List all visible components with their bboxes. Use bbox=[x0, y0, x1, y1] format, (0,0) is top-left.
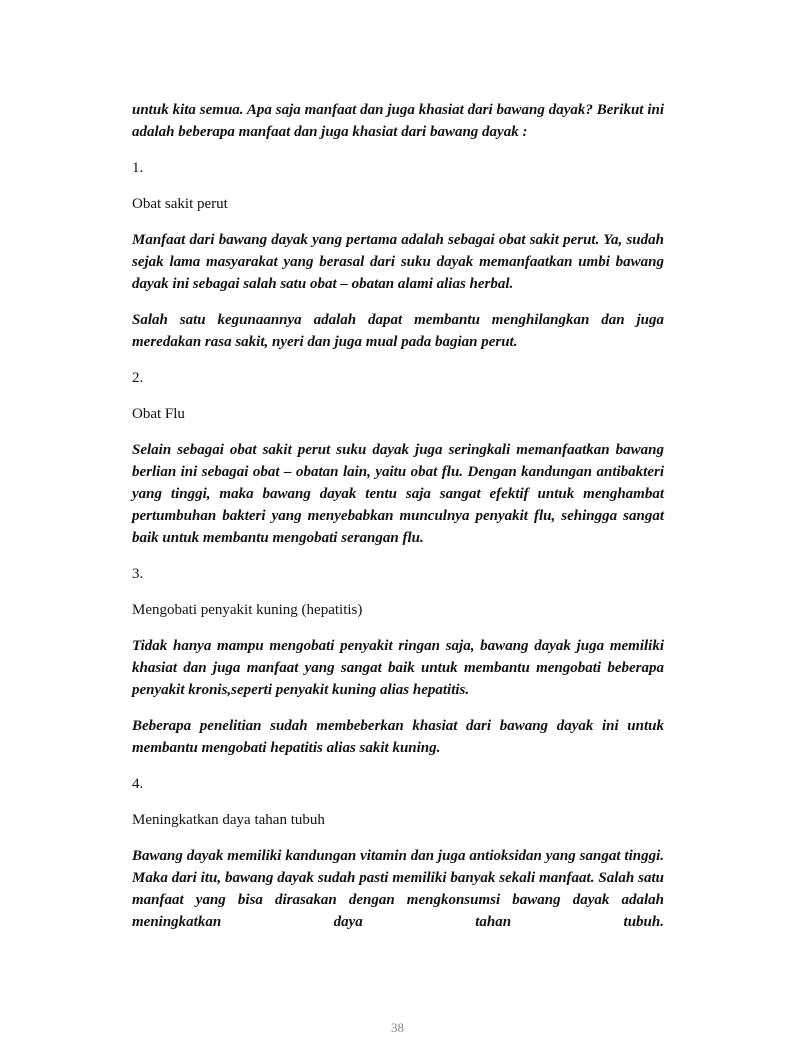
section-1-number: 1. bbox=[132, 160, 144, 176]
document-page bbox=[132, 99, 664, 933]
section-3-number: 3. bbox=[132, 566, 144, 582]
section-2-paragraph-1: Selain sebagai obat sakit perut suku dayak juga seringkali memanfaatkan bawang berlian ini sebagai obat – obatan lain, yaitu obat flu. Dengan kandungan antibakteri yang tinggi, maka bawang dayak tentu saja sangat efektif untuk menghambat pertumbuhan bakteri yang menyebabkan munculnya penyakit flu, sehingga sangat baik untuk membantu mengobati serangan flu. bbox=[132, 442, 664, 546]
section-4-paragraph-1: Bawang dayak memiliki kandungan vitamin dan juga antioksidan yang sangat tinggi. Maka dari itu, bawang dayak sudah pasti memiliki banyak sekali manfaat. Salah satu manfaat yang bisa dirasakan dengan mengkonsumsi bawang dayak adalah meningkatkan daya tahan tubuh. bbox=[132, 848, 664, 930]
section-3-title: Mengobati penyakit kuning (hepatitis) bbox=[132, 602, 363, 618]
section-1-title: Obat sakit perut bbox=[132, 196, 228, 212]
section-3-paragraph-2: Beberapa penelitian sudah membeberkan khasiat dari bawang dayak ini untuk membantu mengobati hepatitis alias sakit kuning. bbox=[132, 718, 664, 756]
section-3-paragraph-1: Tidak hanya mampu mengobati penyakit ringan saja, bawang dayak juga memiliki khasiat dan juga manfaat yang sangat baik untuk membantu mengobati beberapa penyakit kronis,seperti penyakit kuning alias hepatitis. bbox=[132, 638, 664, 698]
section-4-title: Meningkatkan daya tahan tubuh bbox=[132, 812, 325, 828]
section-1-paragraph-1: Manfaat dari bawang dayak yang pertama adalah sebagai obat sakit perut. Ya, sudah sejak lama masyarakat yang berasal dari suku dayak memanfaatkan umbi bawang dayak ini sebagai salah satu obat – obatan alami alias herbal. bbox=[132, 232, 664, 292]
section-1-paragraph-2: Salah satu kegunaannya adalah dapat membantu menghilangkan dan juga meredakan rasa sakit, nyeri dan juga mual pada bagian perut. bbox=[132, 312, 664, 350]
section-4-number: 4. bbox=[132, 776, 144, 792]
section-2-number: 2. bbox=[132, 370, 144, 386]
page-number: 38 bbox=[391, 1020, 404, 1035]
section-2-title: Obat Flu bbox=[132, 406, 185, 422]
intro-paragraph: untuk kita semua. Apa saja manfaat dan juga khasiat dari bawang dayak? Berikut ini adalah beberapa manfaat dan juga khasiat dari bawang dayak : bbox=[132, 102, 664, 140]
